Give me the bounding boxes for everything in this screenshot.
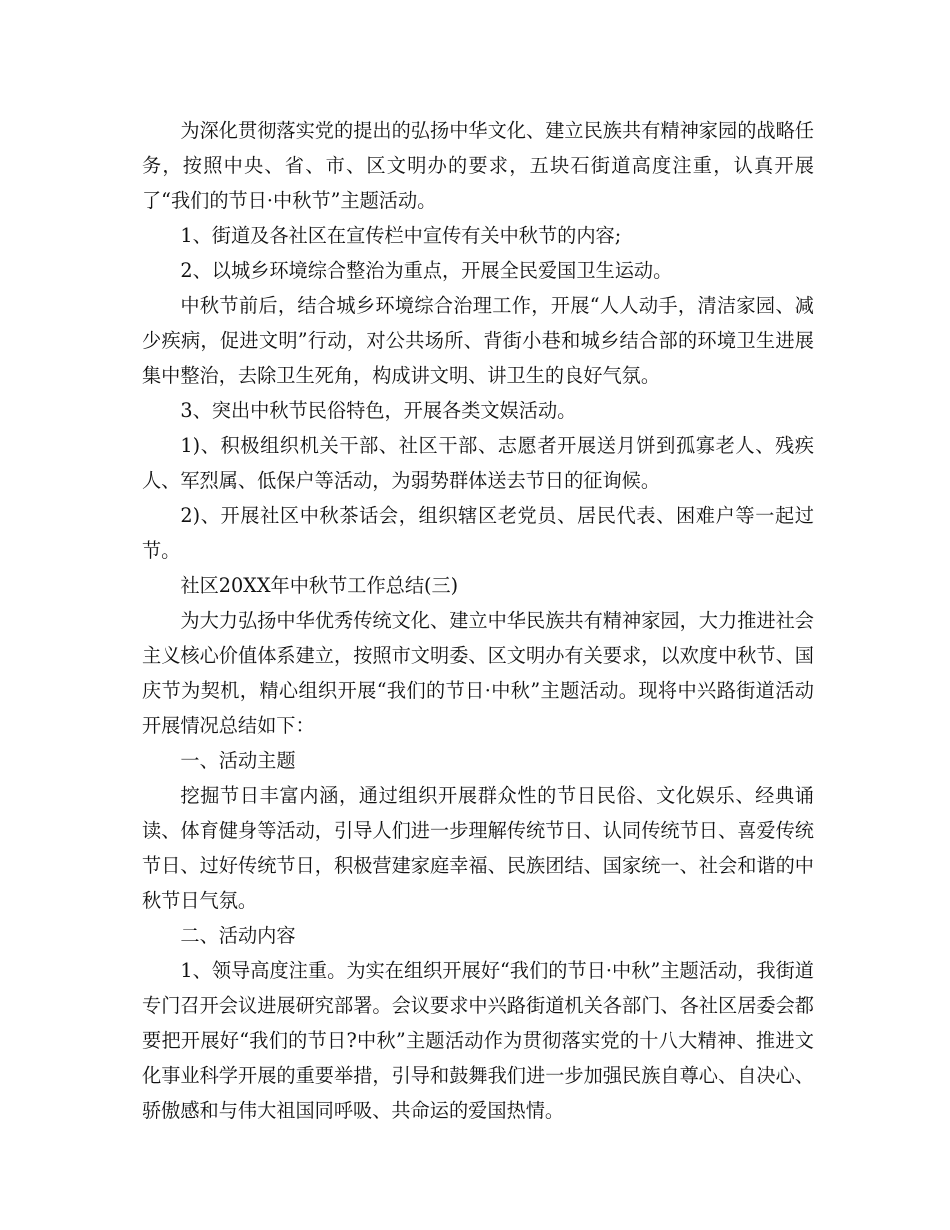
paragraph-leadership: 1、领导高度注重。为实在组织开展好“我们的节日·中秋”主题活动，我街道专门召开会议进展研究部署。会议要求中兴路街道机关各部门、各社区居委会都要把开展好“我们的节日?中秋”主题活动作为贯彻落实党的十八大精神、推进文化事业科学开展的重要举措，引导和鼓舞我们进一步加强民族自尊心、自决心、骄傲感和与伟大祖国同呼吸、共命运的爱国热情。	[142, 959, 814, 1122]
paragraph-intro: 为深化贯彻落实党的提出的弘扬中华文化、建立民族共有精神家园的战略任务，按照中央、省、市、区文明办的要求，五块石街道高度注重，认真开展了“我们的节日·中秋节”主题活动。	[142, 119, 814, 212]
paragraph-item-1: 1、街道及各社区在宣传栏中宣传有关中秋节的内容;	[180, 224, 622, 247]
heading-activity-content: 二、活动内容	[180, 924, 296, 947]
paragraph-item-3: 3、突出中秋节民俗特色，开展各类文娱活动。	[180, 399, 577, 422]
document-body	[142, 113, 814, 1128]
paragraph-theme: 挖掘节日丰富内涵，通过组织开展群众性的节日民俗、文化娱乐、经典诵读、体育健身等活动，引导人们进一步理解传统节日、认同传统节日、喜爱传统节日、过好传统节日，积极营建家庭幸福、民族团结、国家统一、社会和谐的中秋节日气氛。	[142, 784, 814, 912]
paragraph-item-2: 2、以城乡环境综合整治为重点，开展全民爱国卫生运动。	[180, 259, 673, 282]
paragraph-subitem-1: 1)、积极组织机关干部、社区干部、志愿者开展送月饼到孤寡老人、残疾人、军烈属、低保户等活动，为弱势群体送去节日的征询候。	[142, 434, 814, 492]
paragraph-subitem-2: 2)、开展社区中秋茶话会，组织辖区老党员、居民代表、困难户等一起过节。	[142, 504, 814, 562]
heading-activity-theme: 一、活动主题	[180, 749, 296, 772]
paragraph-cleanup: 中秋节前后，结合城乡环境综合治理工作，开展“人人动手，清洁家园、减少疾病，促进文明”行动，对公共场所、背街小巷和城乡结合部的环境卫生进展集中整治，去除卫生死角，构成讲文明、讲卫生的良好气氛。	[142, 294, 814, 387]
paragraph-overview: 为大力弘扬中华优秀传统文化、建立中华民族共有精神家园，大力推进社会主义核心价值体系建立，按照市文明委、区文明办有关要求，以欢度中秋节、国庆节为契机，精心组织开展“我们的节日·中秋”主题活动。现将中兴路街道活动开展情况总结如下：	[142, 609, 814, 737]
section-title: 社区20XX年中秋节工作总结(三)	[180, 574, 459, 597]
